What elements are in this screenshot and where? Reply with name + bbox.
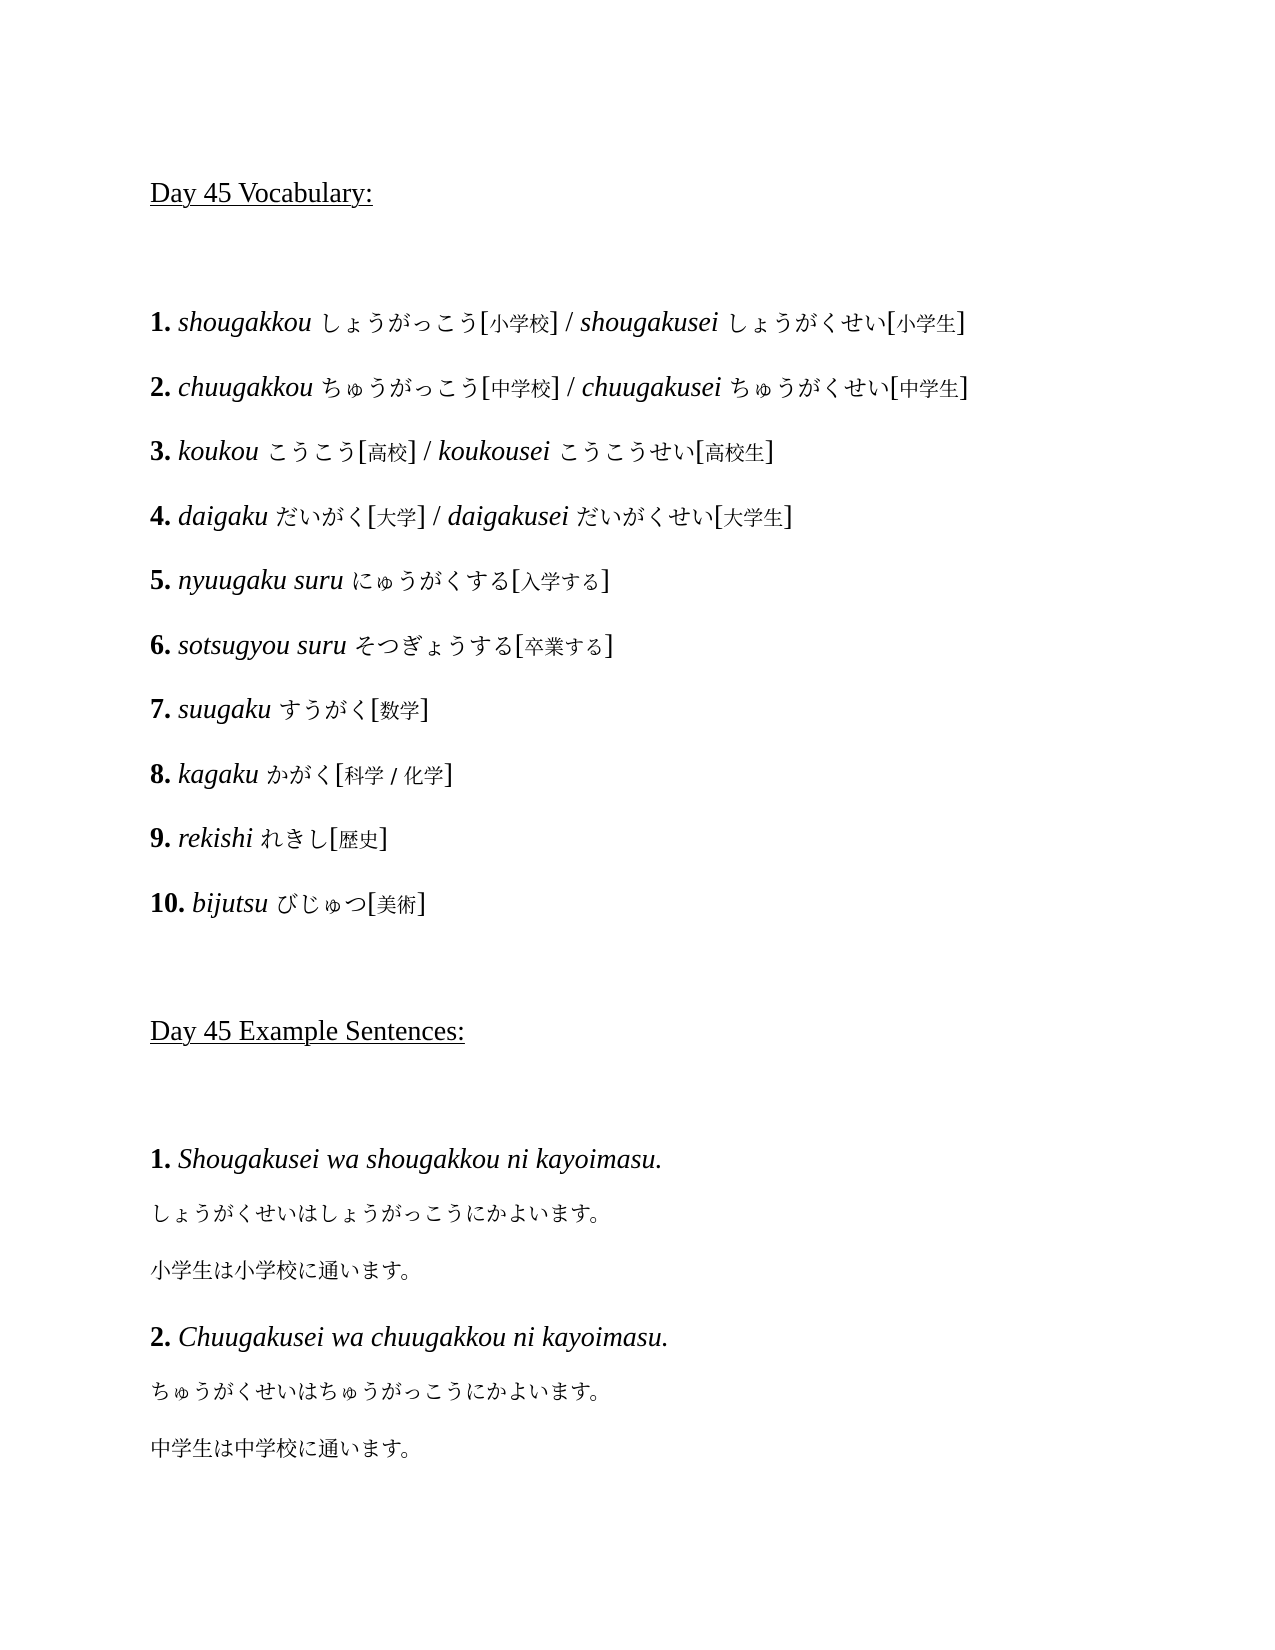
kana: れきし [260, 827, 330, 853]
vocab-item: 1. shougakkou しょうがっこう[小学校] / shougakusei しょうがくせい[小学生] [150, 307, 966, 338]
item-number: 1. [150, 307, 171, 338]
kanji: 歴史 [338, 828, 379, 852]
romaji: bijutsu [192, 887, 269, 919]
kana: かがく [265, 762, 335, 789]
romaji: shougakkou [178, 307, 312, 338]
kana: だいがく [275, 504, 368, 531]
romaji: koukou [178, 436, 259, 467]
example-item [150, 1144, 669, 1322]
kanji-secondary: 大学生 [723, 505, 784, 530]
kana: しょうがっこう [318, 311, 480, 337]
romaji: rekishi [178, 823, 254, 854]
kana-secondary: だいがくせい [575, 504, 714, 531]
kanji: 卒業する [524, 634, 605, 659]
item-number: 9. [150, 823, 171, 854]
item-number: 7. [150, 694, 171, 725]
kana: こうこう [265, 440, 358, 466]
kanji: 美術 [376, 892, 417, 917]
vocab-item: 7. suugaku すうがく[数学] [150, 694, 429, 725]
example-item [150, 1322, 669, 1500]
kana: にゅうがくする [350, 569, 512, 595]
vocab-item: 6. sotsugyou suru そつぎょうする[卒業する] [150, 629, 614, 661]
example-kana: しょうがくせいはしょうがっこうにかよいます。 [150, 1202, 611, 1226]
kana: そつぎょうする [353, 633, 515, 660]
example-romaji-line [150, 1144, 669, 1201]
item-number: 4. [150, 500, 171, 532]
vocab-item: 10. bijutsu びじゅつ[美術] [150, 887, 426, 919]
example-romaji-line [150, 1322, 669, 1379]
item-number: 5. [150, 565, 171, 596]
examples-list [150, 1144, 669, 1500]
kana-secondary: ちゅうがくせい [728, 375, 890, 402]
example-number: 1. [150, 1144, 171, 1175]
example-kanji: 中学生は中学校に通います。 [150, 1437, 422, 1461]
romaji: kagaku [178, 758, 259, 790]
kanji: 科学 / 化学 [344, 763, 444, 788]
examples-heading: Day 45 Example Sentences: [150, 1016, 465, 1047]
example-kana: ちゅうがくせいはちゅうがっこうにかよいます。 [150, 1380, 611, 1404]
item-number: 3. [150, 436, 171, 467]
romaji-secondary: koukousei [438, 436, 551, 467]
kanji: 大学 [376, 505, 417, 530]
item-number: 10. [150, 887, 185, 919]
vocabulary-heading: Day 45 Vocabulary: [150, 178, 373, 209]
kanji-secondary: 中学生 [899, 376, 960, 401]
romaji: suugaku [178, 694, 272, 725]
example-kanji: 小学生は小学校に通います。 [150, 1259, 422, 1283]
vocab-item: 2. chuugakkou ちゅうがっこう[中学校] / chuugakusei ちゅうがくせい[中学生] [150, 371, 969, 403]
kanji-secondary: 高校生 [704, 441, 765, 465]
vocab-item: 9. rekishi れきし[歴史] [150, 823, 388, 854]
kanji-secondary: 小学生 [895, 312, 956, 336]
item-number: 2. [150, 371, 171, 403]
kanji: 入学する [520, 570, 601, 594]
kana: びじゅつ [275, 891, 368, 918]
kanji: 数学 [379, 699, 420, 723]
kana-secondary: こうこうせい [557, 440, 696, 466]
vocabulary-list [150, 307, 968, 952]
vocab-item: 8. kagaku かがく[科学 / 化学] [150, 758, 453, 790]
kana: すうがく [278, 698, 371, 724]
vocab-item: 4. daigaku だいがく[大学] / daigakusei だいがくせい[大学生] [150, 500, 793, 532]
kanji: 高校 [367, 441, 408, 465]
vocab-item: 3. koukou こうこう[高校] / koukousei こうこうせい[高校生] [150, 436, 774, 467]
romaji: chuugakkou [178, 371, 314, 403]
kanji: 小学校 [489, 312, 550, 336]
romaji: nyuugaku suru [178, 565, 344, 596]
kanji: 中学校 [490, 376, 551, 401]
romaji-secondary: daigakusei [447, 500, 569, 532]
example-romaji: Chuugakusei wa chuugakkou ni kayoimasu. [178, 1322, 669, 1353]
romaji-secondary: shougakusei [580, 307, 719, 338]
romaji: daigaku [178, 500, 269, 532]
item-number: 6. [150, 629, 171, 661]
example-romaji: Shougakusei wa shougakkou ni kayoimasu. [178, 1144, 663, 1175]
kana: ちゅうがっこう [320, 375, 482, 402]
item-number: 8. [150, 758, 171, 790]
romaji: sotsugyou suru [178, 629, 347, 661]
example-number: 2. [150, 1322, 171, 1353]
vocab-item: 5. nyuugaku suru にゅうがくする[入学する] [150, 565, 610, 596]
romaji-secondary: chuugakusei [581, 371, 722, 403]
kana-secondary: しょうがくせい [725, 311, 887, 337]
